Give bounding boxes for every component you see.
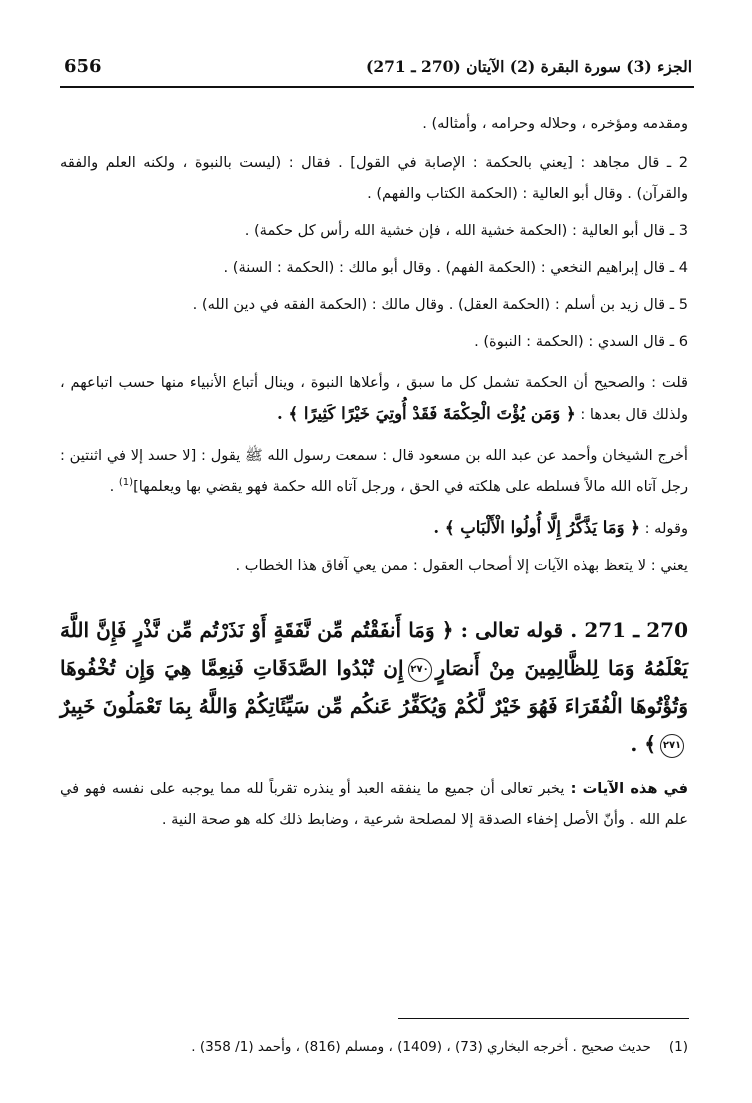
running-title: الجزء (3) سورة البقرة (2) الآيتان (270 ـ 271) <box>366 56 692 76</box>
list-item-3: 3 ـ قال أبو العالية : (الحكمة خشية الله ، فإن خشية الله رأس كل حكمة) . <box>244 222 688 239</box>
summary-text: يخبر تعالى أن جميع ما ينفقه العبد أو ينذره تقرباً لله مما يوجبه على نفسه فهو في علم الله . وأنّ الأصل إخفاء الصدقة إلا لمصلحة شرعية ، وضابط ذلك كله هو صحة النية . <box>60 780 688 828</box>
footnote-number: (1) <box>668 1039 688 1055</box>
verse-label: 270 ـ 271 . قوله تعالى : <box>453 618 688 642</box>
explanation-paragraph: يعني : لا يتعظ بهذه الآيات إلا أصحاب العقول : ممن يعي آفاق هذا الخطاب . <box>235 557 688 574</box>
hadith-paragraph <box>60 440 688 502</box>
quran-quote: ﴿ وَمَا يَذَّكَّرُ إِلَّا أُولُوا الْأَلْبَابِ ﴾ . <box>433 518 640 537</box>
commentary-text: قلت : والصحيح أن الحكمة تشمل كل ما سبق ، وأعلاها النبوة ، وينال أتباع الأنبياء منها حسب اتباعهم ، ولذلك قال بعدها : <box>60 374 688 423</box>
ayah-number-icon: ٢٧١ <box>660 734 684 758</box>
list-item-2: 2 ـ قال مجاهد : [يعني بالحكمة : الإصابة في القول] . فقال : (ليست بالنبوة ، ولكنه العلم والفقه والقرآن) . وقال أبو العالية : (الحكمة الكتاب والفهم) . <box>60 154 688 202</box>
page-number: 656 <box>64 55 102 77</box>
footnote-ref[interactable]: (1) <box>118 477 134 489</box>
list-item-4: 4 ـ قال إبراهيم النخعي : (الحكمة الفهم) . وقال أبو مالك : (الحكمة : السنة) . <box>223 259 688 276</box>
hadith-text: أخرج الشيخان وأحمد عن عبد الله بن مسعود قال : سمعت رسول الله ﷺ يقول : [لا حسد إلا في اثنتين : رجل آتاه الله مالاً فسلطه على هلكته في الحق ، ورجل آتاه الله حكمة فهو يقضي بها ويعلمها] <box>60 447 688 495</box>
header-rule <box>60 86 694 88</box>
quote-paragraph <box>60 512 688 544</box>
main-text <box>60 108 688 845</box>
page-header <box>64 50 692 82</box>
verse-text-271: إِن تُبْدُوا الصَّدَقَاتِ فَنِعِمَّا هِيَ وَإِن تُخْفُوهَا وَتُؤْتُوهَا الْفُقَرَاءَ فَهُوَ خَيْرٌ لَّكُمْ وَيُكَفِّرُ عَنكُم مِّن سَيِّئَاتِكُمْ وَاللَّهُ بِمَا تَعْمَلُونَ خَبِيرٌ <box>60 656 688 718</box>
quote-intro: وقوله : <box>639 520 688 537</box>
summary-lead: في هذه الآيات : <box>564 780 688 797</box>
ayah-number-icon: ٢٧٠ <box>408 658 432 682</box>
summary-paragraph <box>60 773 688 835</box>
list-item-6: 6 ـ قال السدي : (الحكمة : النبوة) . <box>474 333 688 350</box>
section-spacer <box>60 591 688 611</box>
footnote <box>60 1034 688 1060</box>
verse-heading <box>60 611 688 763</box>
list-item-5: 5 ـ قال زيد بن أسلم : (الحكمة العقل) . وقال مالك : (الحكمة الفقه في دين الله) . <box>192 296 688 313</box>
quran-quote: ﴿ وَمَن يُؤْتَ الْحِكْمَةَ فَقَدْ أُوتِيَ خَيْرًا كَثِيرًا ﴾ . <box>276 404 576 423</box>
footnote-text: حديث صحيح . أخرجه البخاري (73) ، (1409) ، ومسلم (816) ، وأحمد (1/ 358) . <box>191 1039 651 1055</box>
verse-text-270: ﴿ وَمَا أَنفَقْتُم مِّن نَّفَقَةٍ أَوْ نَذَرْتُم مِّن نَّذْرٍ فَإِنَّ اللَّهَ يَعْلَمُهُ وَمَا لِلظَّالِمِينَ مِنْ أَنصَارٍ <box>60 618 688 680</box>
hadith-end: . <box>109 478 119 495</box>
commentary-paragraph <box>60 367 688 430</box>
verse-close: ﴾ . <box>630 732 656 756</box>
footnote-rule <box>398 1018 689 1019</box>
paragraph-continuation: ومقدمه ومؤخره ، وحلاله وحرامه ، وأمثاله) . <box>422 115 688 132</box>
